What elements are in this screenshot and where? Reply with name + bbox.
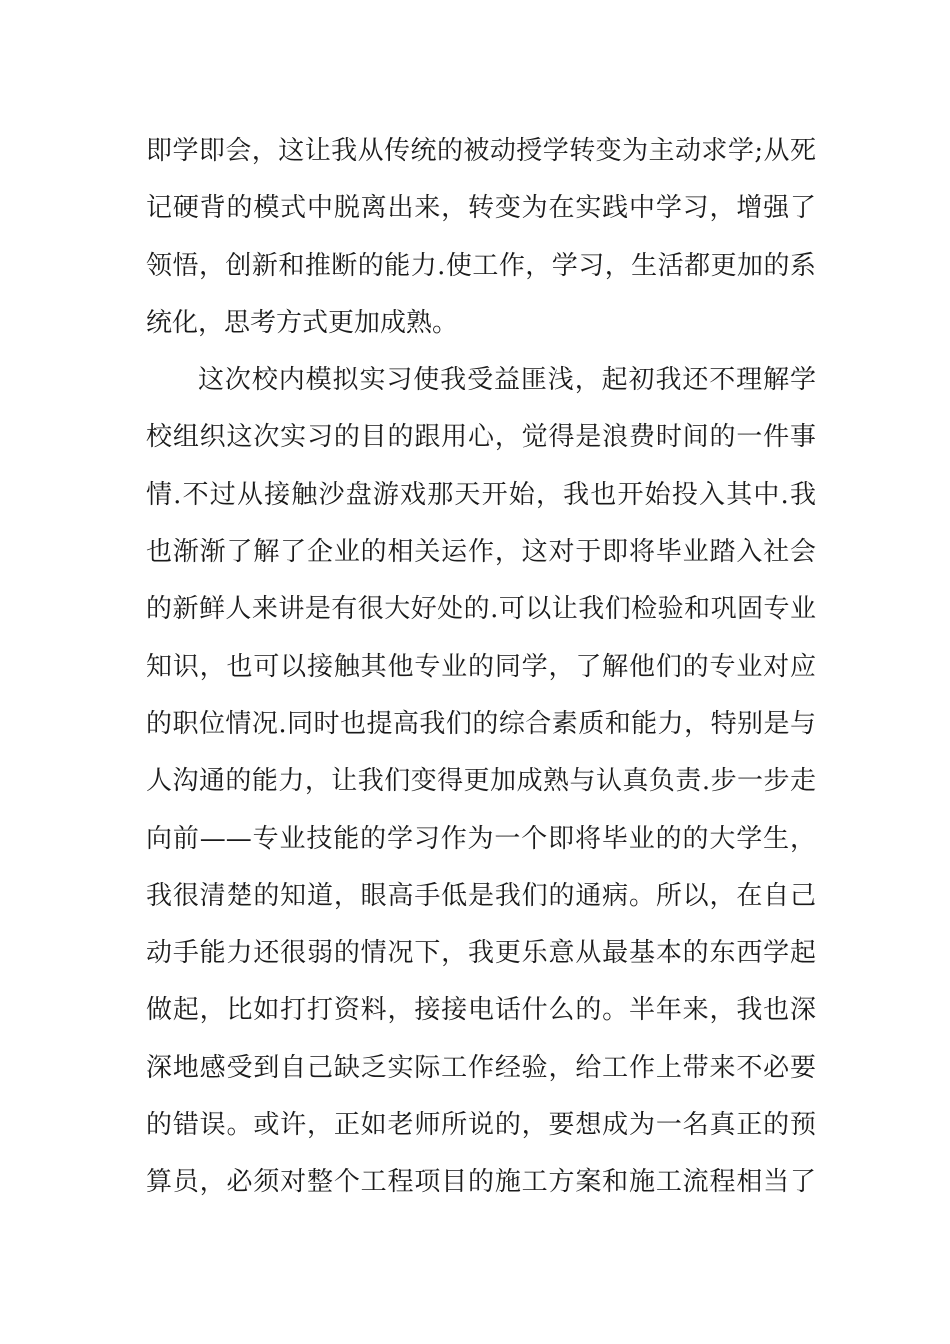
text-line: 我很清楚的知道，眼高手低是我们的通病。所以，在自己 bbox=[146, 880, 816, 911]
text-line: 知识，也可以接触其他专业的同学，了解他们的专业对应 bbox=[146, 651, 816, 682]
text-line: 做起，比如打打资料，接接电话什么的。半年来，我也深 bbox=[146, 995, 816, 1026]
text-line: 的职位情况.同时也提高我们的综合素质和能力，特别是与 bbox=[146, 708, 816, 739]
text-line: 向前——专业技能的学习作为一个即将毕业的的大学生， bbox=[146, 823, 816, 854]
text-line: 情.不过从接触沙盘游戏那天开始，我也开始投入其中.我 bbox=[146, 479, 816, 510]
text-line: 领悟，创新和推断的能力.使工作，学习，生活都更加的系 bbox=[146, 250, 816, 281]
text-line: 深地感受到自己缺乏实际工作经验，给工作上带来不必要 bbox=[146, 1052, 816, 1083]
body-text bbox=[146, 123, 816, 1212]
paragraph-start-line: 这次校内模拟实习使我受益匪浅，起初我还不理解学 bbox=[198, 365, 816, 396]
text-line: 的错误。或许，正如老师所说的，要想成为一名真正的预 bbox=[146, 1110, 816, 1141]
text-line: 校组织这次实习的目的跟用心，觉得是浪费时间的一件事 bbox=[146, 422, 816, 453]
text-line: 人沟通的能力，让我们变得更加成熟与认真负责.步一步走 bbox=[146, 766, 816, 797]
text-line: 的新鲜人来讲是有很大好处的.可以让我们检验和巩固专业 bbox=[146, 594, 816, 625]
text-line: 即学即会，这让我从传统的被动授学转变为主动求学;从死 bbox=[146, 136, 816, 166]
text-line: 记硬背的模式中脱离出来，转变为在实践中学习，增强了 bbox=[146, 193, 816, 224]
text-line: 动手能力还很弱的情况下，我更乐意从最基本的东西学起 bbox=[146, 938, 816, 969]
text-line: 也渐渐了解了企业的相关运作，这对于即将毕业踏入社会 bbox=[146, 537, 816, 568]
text-line: 统化，思考方式更加成熟。 bbox=[146, 307, 459, 338]
text-line: 算员，必须对整个工程项目的施工方案和施工流程相当了 bbox=[146, 1167, 816, 1198]
